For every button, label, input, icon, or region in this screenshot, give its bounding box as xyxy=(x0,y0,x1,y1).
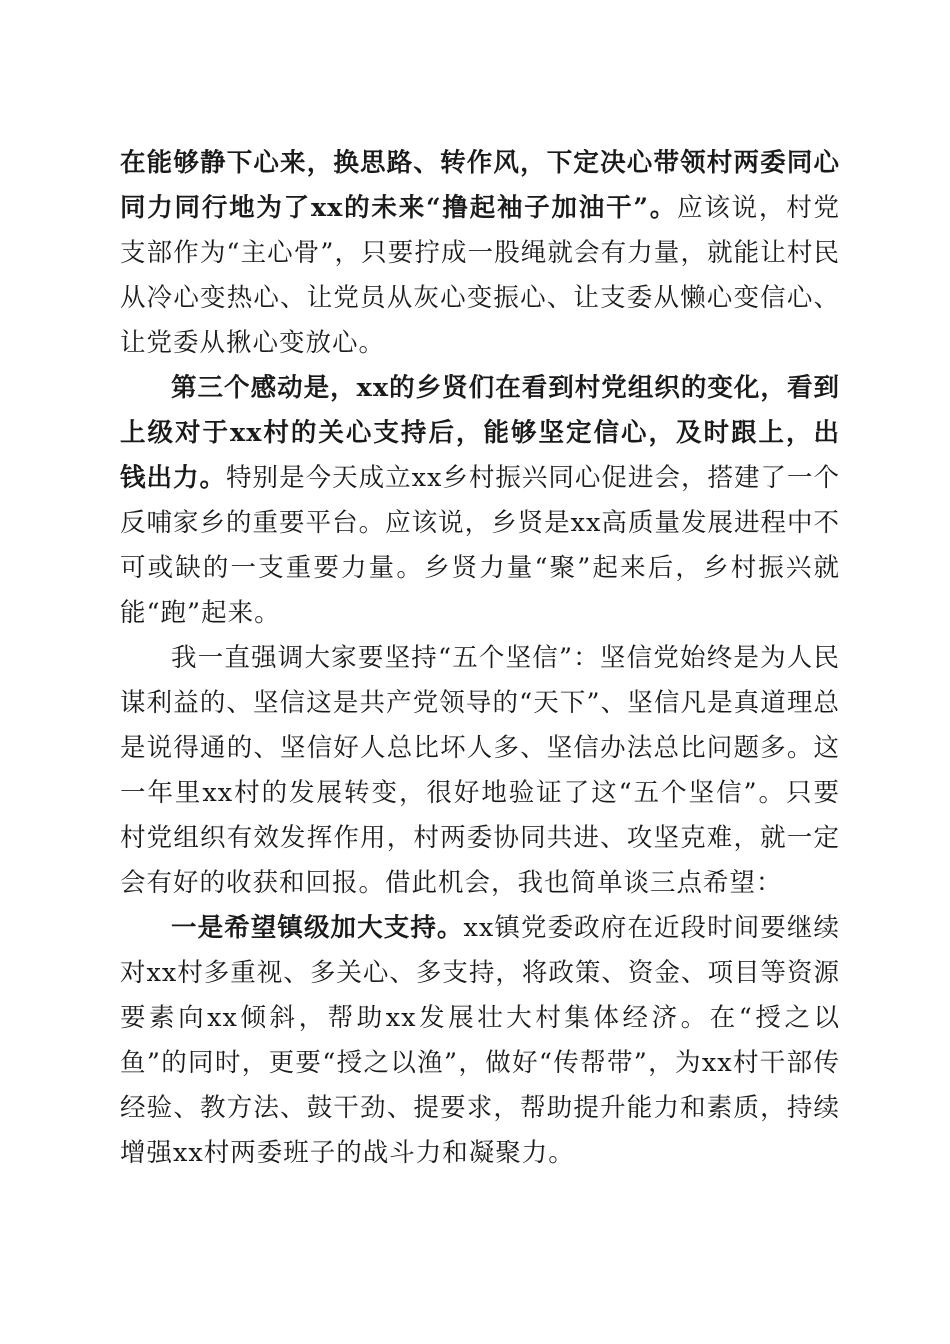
paragraph-4 xyxy=(120,906,840,1176)
paragraph-2 xyxy=(120,366,840,636)
paragraph-1-text: 应该说，村党支部作为“主心骨”，只要拧成一股绳就会有力量，就能让村民从冷心变热心、让党员从灰心变振心、让支委从懒心变信心、让党委从揪心变放心。 xyxy=(120,193,840,358)
paragraph-3-text: 我一直强调大家要坚持“五个坚信”：坚信党始终是为人民谋利益的、坚信这是共产党领导的“天下”、坚信凡是真道理总是说得通的、坚信好人总比坏人多、坚信办法总比问题多。这一年里xx村的发展转变，很好地验证了这“五个坚信”。只要村党组织有效发挥作用，村两委协同共进、攻坚克难，就一定会有好的收获和回报。借此机会，我也简单谈三点希望： xyxy=(120,643,840,898)
paragraph-3 xyxy=(120,636,840,906)
paragraph-4-lead: 一是希望镇级加大支持。 xyxy=(171,913,464,943)
paragraph-1-lead: 在能够静下心来，换思路、转作风，下定决心带领村两委同心同力同行地为了xx的未来“撸起袖子加油干”。 xyxy=(120,148,840,223)
paragraph-2-text: 特别是今天成立xx乡村振兴同心促进会，搭建了一个反哺家乡的重要平台。应该说，乡贤是xx高质量发展进程中不可或缺的一支重要力量。乡贤力量“聚”起来后，乡村振兴就能“跑”起来。 xyxy=(120,463,840,628)
paragraph-4-text: xx镇党委政府在近段时间要继续对xx村多重视、多关心、多支持，将政策、资金、项目等资源要素向xx倾斜，帮助xx发展壮大村集体经济。在“授之以鱼”的同时，更要“授之以渔”，做好“传帮带”，为xx村干部传经验、教方法、鼓干劲、提要求，帮助提升能力和素质，持续增强xx村两委班子的战斗力和凝聚力。 xyxy=(120,913,840,1168)
paragraph-2-lead: 第三个感动是，xx的乡贤们在看到村党组织的变化，看到上级对于xx村的关心支持后，能够坚定信心，及时跟上，出钱出力。 xyxy=(120,373,840,493)
document-body xyxy=(120,141,840,1176)
paragraph-1 xyxy=(120,141,840,366)
